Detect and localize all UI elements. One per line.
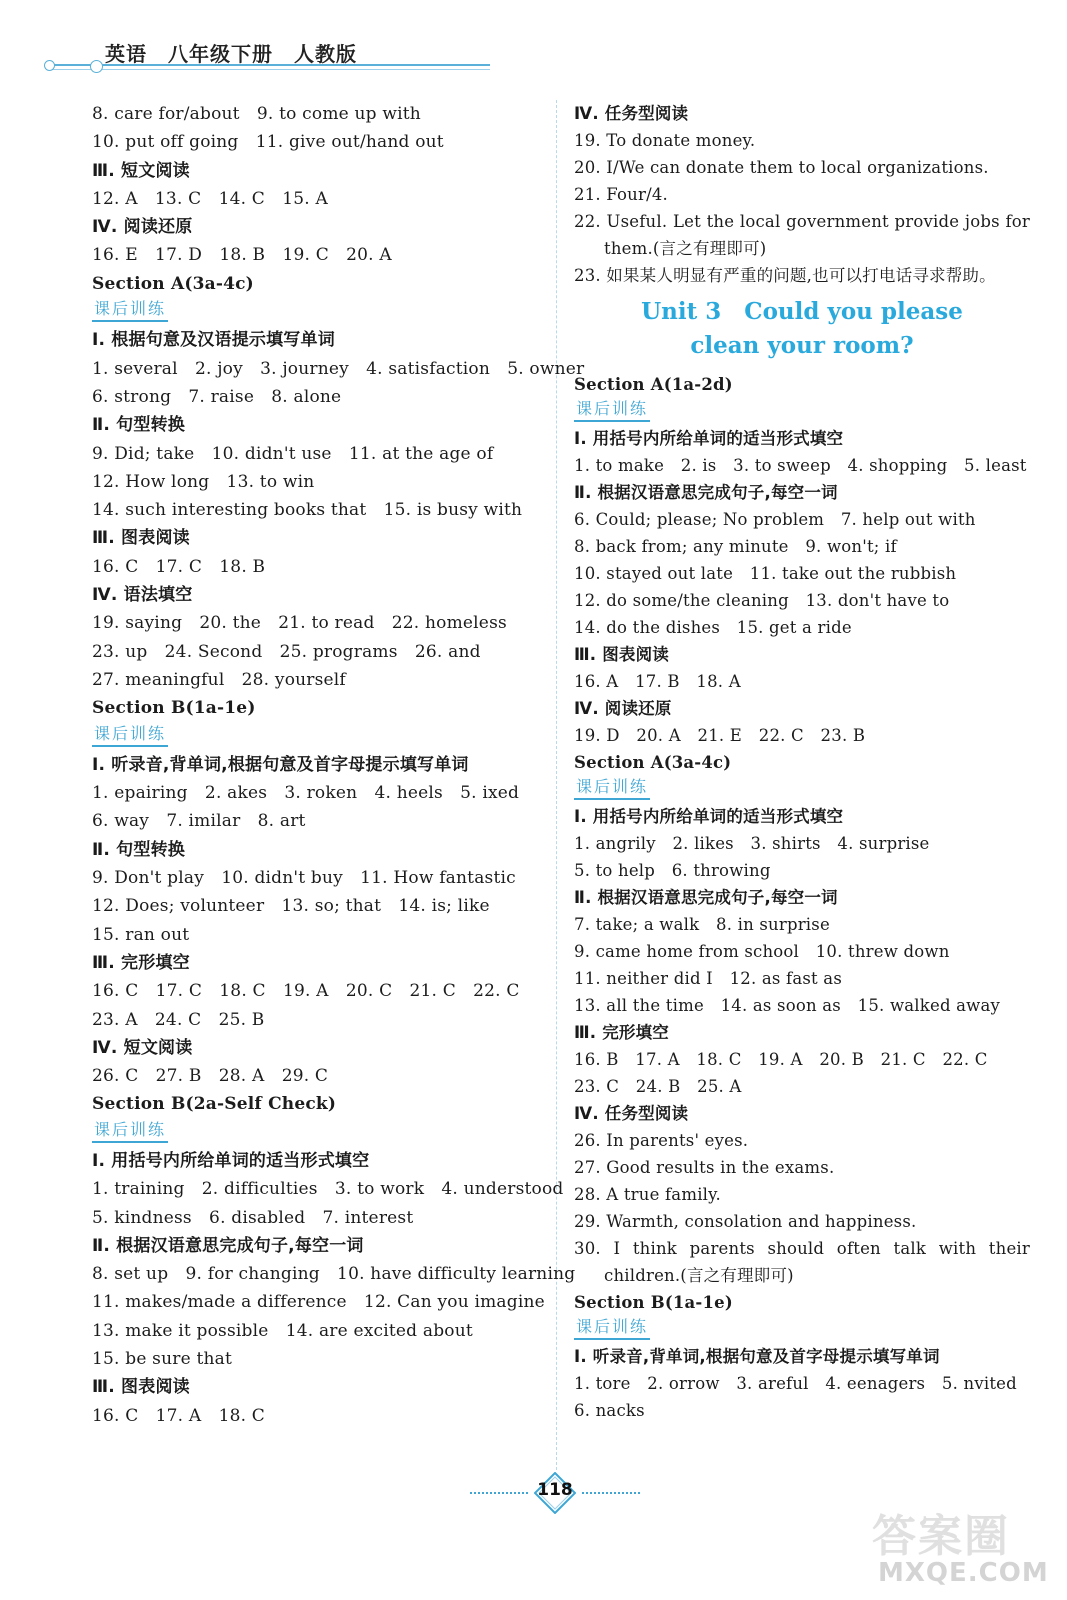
answer-line: 23. A 24. C 25. B [92,1009,265,1030]
answer-line: 16. C 17. C 18. C 19. A 20. C 21. C 22. C [92,981,520,1002]
watermark-url: MXQE.COM [878,1558,1049,1588]
answer-line: 30. I think parents should often talk with their children.(言之有理即可) [574,1239,1030,1285]
footer-dots [470,1492,528,1494]
answer-line: 16. B 17. A 18. C 19. A 20. B 21. C 22. C [574,1050,988,1069]
exercise-heading: Ⅲ. 图表阅读 [92,1377,190,1398]
exercise-heading: Ⅳ. 阅读还原 [92,217,193,238]
answer-line: 8. set up 9. for changing 10. have difficulty learning [92,1264,576,1285]
exercise-heading: Ⅳ. 短文阅读 [92,1037,193,1058]
answer-line: 13. all the time 14. as soon as 15. walked away [574,996,1001,1015]
answer-line: 19. saying 20. the 21. to read 22. homeless [92,613,507,634]
answer-line: 9. came home from school 10. threw down [574,942,950,961]
answer-line: 26. In parents' eyes. [574,1131,749,1150]
footer-dots [582,1492,640,1494]
answer-line: 6. way 7. imilar 8. art [92,811,306,832]
answer-line: 6. nacks [574,1401,645,1420]
answer-line: 8. back from; any minute 9. won't; if [574,537,897,556]
right-column-top [574,100,1030,289]
exercise-heading: Ⅲ. 完形填空 [92,952,190,973]
exercise-heading: Ⅰ. 听录音,背单词,根据句意及首字母提示填写单词 [92,754,469,775]
exercise-heading: Ⅱ. 句型转换 [92,839,185,860]
answer-line: 19. D 20. A 21. E 22. C 23. B [574,726,866,745]
exercise-heading: Ⅰ. 听录音,背单词,根据句意及首字母提示填写单词 [574,1347,940,1366]
answer-line: 14. such interesting books that 15. is busy with [92,500,523,521]
answer-line: 1. several 2. joy 3. journey 4. satisfaction 5. owner [92,358,585,379]
header-title: 英语 八年级下册 人教版 [105,42,357,66]
right-column [574,100,1030,1424]
answer-line: 12. How long 13. to win [92,471,315,492]
answer-line: 14. do the dishes 15. get a ride [574,618,852,637]
exercise-tag: 课后训练 [574,1316,650,1340]
exercise-heading: Ⅰ. 用括号内所给单词的适当形式填空 [574,807,844,826]
answer-line: 1. training 2. difficulties 3. to work 4. understood [92,1179,564,1200]
exercise-tag: 课后训练 [92,723,168,747]
left-column [92,100,585,1430]
unit-title-line1: Unit 3 Could you please [641,298,963,325]
answer-line: 16. A 17. B 18. A [574,672,741,691]
right-column-bottom [574,371,1030,1424]
answer-line: 12. do some/the cleaning 13. don't have to [574,591,950,610]
exercise-tag-row [92,298,552,326]
exercise-heading: Ⅱ. 句型转换 [92,415,185,436]
exercise-heading: Ⅲ. 完形填空 [574,1023,670,1042]
answer-line: 1. tore 2. orrow 3. areful 4. eenagers 5. nvited [574,1374,1017,1393]
answer-line: 10. put off going 11. give out/hand out [92,132,444,153]
answer-line: 27. meaningful 28. yourself [92,669,346,690]
answer-line: 11. neither did I 12. as fast as [574,969,842,988]
exercise-heading: Ⅱ. 根据汉语意思完成句子,每空一词 [574,888,838,907]
watermark [872,1500,1052,1596]
answer-line: 9. Don't play 10. didn't buy 11. How fantastic [92,868,516,889]
answer-line: 7. take; a walk 8. in surprise [574,915,830,934]
exercise-heading: Ⅰ. 用括号内所给单词的适当形式填空 [92,1150,370,1171]
answer-line: 23. C 24. B 25. A [574,1077,742,1096]
exercise-heading: Ⅲ. 图表阅读 [92,528,190,549]
exercise-tag-row [574,1316,1030,1343]
answer-line: 13. make it possible 14. are excited about [92,1320,473,1341]
exercise-tag-row [92,723,552,751]
exercise-tag-row [92,1119,552,1147]
answer-line: 5. to help 6. throwing [574,861,771,880]
section-title: Section A(3a-4c) [574,753,732,772]
answer-line: 12. Does; volunteer 13. so; that 14. is; like [92,896,490,917]
header-circle-icon [90,60,103,73]
answer-line: 16. C 17. C 18. B [92,556,266,577]
exercise-heading: Ⅳ. 语法填空 [92,585,193,606]
section-title: Section B(1a-1e) [92,698,256,719]
watermark-brand: 答案圈 [872,1511,1010,1562]
answer-line: 29. Warmth, consolation and happiness. [574,1212,917,1231]
answer-line: 21. Four/4. [574,185,668,204]
exercise-heading: Ⅰ. 用括号内所给单词的适当形式填空 [574,429,844,448]
exercise-tag: 课后训练 [574,398,650,422]
section-title: Section A(3a-4c) [92,273,254,294]
page-header [40,34,490,84]
answer-line: 27. Good results in the exams. [574,1158,835,1177]
unit-title-line2: clean your room? [690,332,914,359]
answer-line: 23. 如果某人明显有严重的问题,也可以打电话寻求帮助。 [574,266,996,285]
section-title: Section A(1a-2d) [574,375,733,394]
exercise-heading: Ⅲ. 短文阅读 [92,160,190,181]
section-title: Section B(2a-Self Check) [92,1094,337,1115]
answer-line: 8. care for/about 9. to come up with [92,104,421,124]
answer-line: 16. E 17. D 18. B 19. C 20. A [92,245,392,266]
answer-line: 11. makes/made a difference 12. Can you imagine [92,1292,545,1313]
exercise-tag-row [574,398,1030,425]
answer-line: 1. epairing 2. akes 3. roken 4. heels 5. ixed [92,783,520,804]
exercise-heading: Ⅱ. 根据汉语意思完成句子,每空一词 [574,483,838,502]
answer-line: 23. up 24. Second 25. programs 26. and [92,641,481,662]
answer-line: 12. A 13. C 14. C 15. A [92,188,328,209]
exercise-heading: Ⅱ. 根据汉语意思完成句子,每空一词 [92,1235,364,1256]
answer-line: 22. Useful. Let the local government provide jobs for them.(言之有理即可) [574,212,1030,258]
answer-line: 1. to make 2. is 3. to sweep 4. shopping 5. least [574,456,1027,475]
exercise-heading: Ⅰ. 根据句意及汉语提示填写单词 [92,330,335,351]
answer-line: 6. Could; please; No problem 7. help out with [574,510,976,529]
exercise-heading: Ⅳ. 任务型阅读 [574,104,689,123]
exercise-heading: Ⅳ. 任务型阅读 [574,1104,689,1123]
answer-line: 1. angrily 2. likes 3. shirts 4. surprise [574,834,930,853]
answer-line: 9. Did; take 10. didn't use 11. at the age of [92,443,494,464]
exercise-tag: 课后训练 [92,1119,168,1143]
exercise-tag: 课后训练 [574,776,650,800]
answer-line: 20. I/We can donate them to local organizations. [574,158,989,177]
exercise-tag: 课后训练 [92,298,168,322]
answer-line: 6. strong 7. raise 8. alone [92,386,342,407]
answer-line: 5. kindness 6. disabled 7. interest [92,1207,414,1228]
section-title: Section B(1a-1e) [574,1293,733,1312]
unit-title [574,295,1030,363]
answer-line: 10. stayed out late 11. take out the rubbish [574,564,957,583]
answer-line: 15. ran out [92,924,190,945]
page-footer [470,1470,640,1516]
answer-line: 16. C 17. A 18. C [92,1405,266,1426]
header-circle-icon [44,60,55,71]
header-rule-thin [50,69,490,70]
answer-line: 28. A true family. [574,1185,721,1204]
answer-line: 19. To donate money. [574,131,756,150]
exercise-heading: Ⅲ. 图表阅读 [574,645,670,664]
exercise-heading: Ⅳ. 阅读还原 [574,699,672,718]
exercise-tag-row [574,776,1030,803]
page-number: 118 [537,1480,573,1500]
answer-line: 15. be sure that [92,1349,232,1370]
answer-line: 26. C 27. B 28. A 29. C [92,1066,329,1087]
